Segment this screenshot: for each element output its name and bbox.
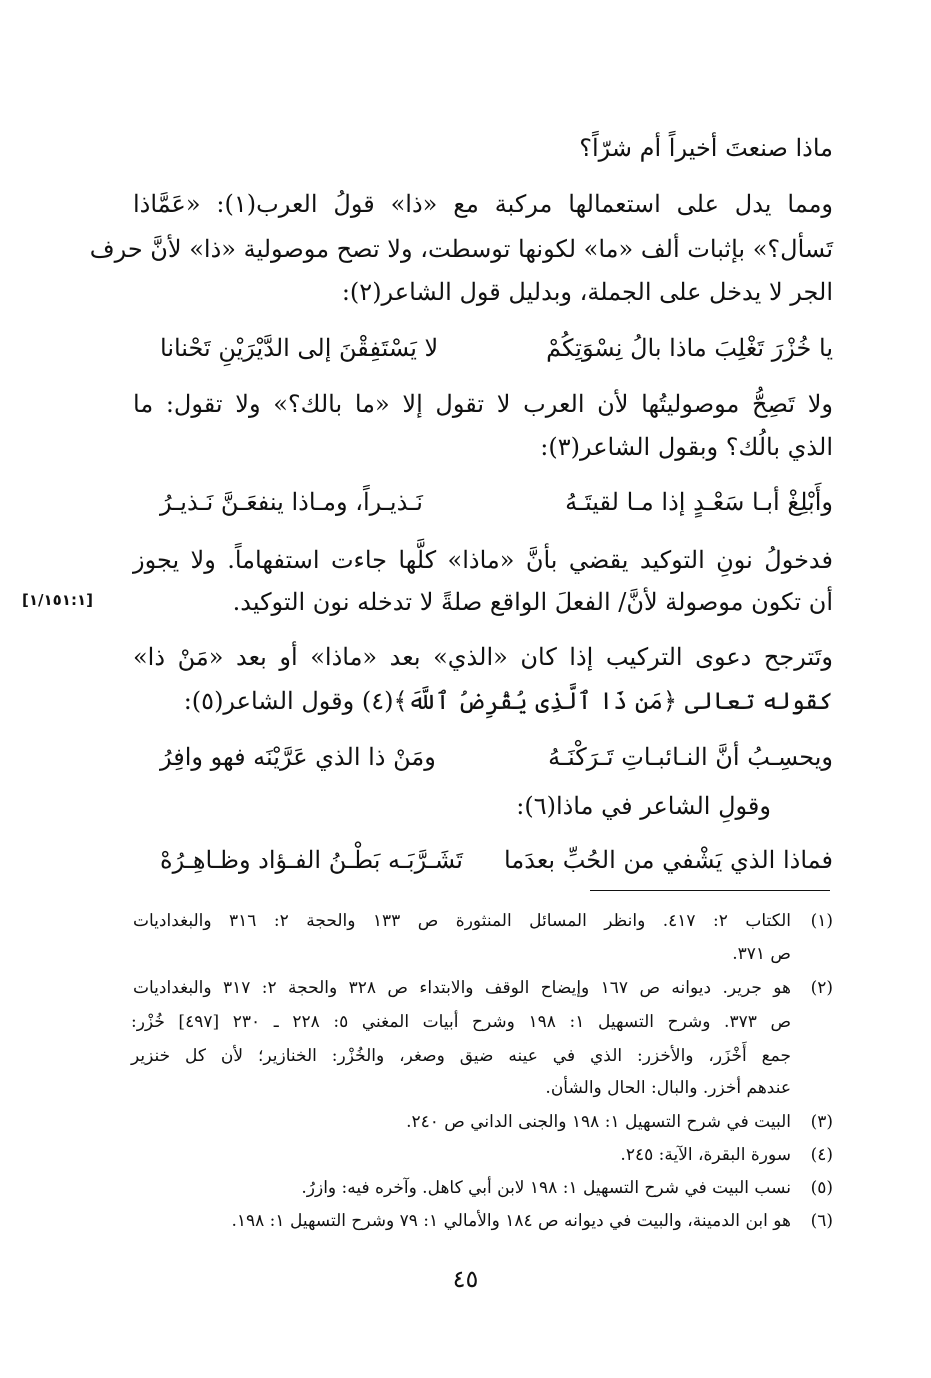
verse-first-hemistich: ويحسِـبُ أنَّ النـائبـاتِ تَـرَكْنَـهُ [548, 743, 833, 771]
footnote-number: (٣) [810, 1112, 833, 1132]
footnote-text: هو جرير. ديوانه ص ١٦٧ وإيضاح الوقف والابتداء ص ٣٢٨ والحجة ٢: ٣١٧ والبغداديات [133, 978, 791, 998]
footnote-5 [133, 1174, 833, 1202]
footnote-3 [133, 1108, 833, 1136]
text-line: فدخولُ نونِ التوكيد يقضي بأنَّ «ماذا» كلَّها جاءت استفهاماً. ولا يجوز [133, 546, 833, 574]
text-line: الجر لا يدخل على الجملة، وبدليل قول الشاعر(٢): [341, 278, 833, 306]
footnote-text: هو ابن الدمينة، والبيت في ديوانه ص ١٨٤ والأمالي ١: ٧٩ وشرح التسهيل ١: ١٩٨. [231, 1211, 791, 1231]
source-page-reference: [١/١٥١:١] [22, 591, 93, 609]
footnote-2-continued: ص ٣٧٣. وشرح التسهيل ١: ١٩٨ وشرح أبيات المغني ٥: ٢٢٨ ـ ٢٣٠ [٤٩٧] خُزْر: [131, 1012, 792, 1032]
text-line: ماذا صنعتَ أخيراً أم شرّاً؟ [579, 134, 833, 162]
verse-first-hemistich: يا خُزْرَ تَغْلِبَ ماذا بالُ نِسْوَتِكُمْ [546, 334, 833, 362]
footnote-2-continued: عندهم أخزر. والبال: الحال والشأن. [545, 1078, 791, 1098]
footnote-separator [590, 890, 830, 891]
text-line: الذي بالُك؟ وبقول الشاعر(٣): [540, 433, 833, 461]
verse-second-hemistich: لا يَسْتَفِقْنَ إلى الدَّيْرَيْنِ تَحْنانا [160, 334, 439, 362]
footnote-text: نسب البيت في شرح التسهيل ١: ١٩٨ لابن أبي كاهل. وآخره فيه: وازرُ. [301, 1178, 791, 1198]
footnote-6 [133, 1207, 833, 1235]
text-line: وتَترجح دعوى التركيب إذا كان «الذي» بعد «ماذا» أو بعد «مَنْ ذا» [133, 643, 833, 671]
footnote-number: (١) [810, 911, 833, 931]
footnote-2 [133, 974, 833, 1002]
footnote-number: (٥) [810, 1178, 833, 1198]
verse-first-hemistich: فماذا الذي يَشْفي من الحُبِّ بعدَما [504, 846, 833, 874]
text-line: كقوله تعالى ﴿مَن ذَا ٱلَّذِى يُقْرِضُ ٱللَّهَ﴾(٤) وقول الشاعر(٥): [183, 687, 833, 715]
text-line: وقولِ الشاعر في ماذا(٦): [516, 792, 771, 820]
footnote-text: الكتاب ٢: ٤١٧. وانظر المسائل المنثورة ص ١٣٣ والحجة ٢: ٣١٦ والبغداديات [133, 911, 791, 931]
verse-second-hemistich: ومَنْ ذا الذي عَرَّيْنَه فهو وافِرُ [160, 743, 436, 771]
verse-first-hemistich: وأَبْلِغْ أبـا سَعْـدٍ إذا مـا لقيتَـهُ [565, 488, 833, 516]
footnote-number: (٢) [810, 978, 833, 998]
footnote-number: (٦) [810, 1211, 833, 1231]
verse-second-hemistich: تَشَـرَّبَـه بَطْـنُ الفـؤاد وظـاهِـرُهْ [160, 846, 463, 874]
footnote-4 [133, 1141, 833, 1169]
footnote-2-continued: جمع أَخْزَر، والأخزر: الذي في عينه ضيق وصغر، والخُزْر: الخنازير؛ لأن كل خنزير [131, 1046, 791, 1066]
text-line: ولا تَصِحُّ موصوليتُها لأن العرب لا تقول إلا «ما بالك؟» ولا تقول: ما [133, 390, 833, 418]
verse-second-hemistich: نَـذيـراً، ومـاذا ينفعَـنَّ نَـذيـرُ [160, 488, 423, 516]
footnote-1-continued: ص ٣٧١. [732, 944, 791, 964]
text-line: تَسأل؟» بإثبات ألف «ما» لكونها توسطت، ولا تصح موصولية «ذا» لأنَّ حرف [89, 235, 833, 263]
footnote-1 [133, 907, 833, 935]
text-line: أن تكون موصولة لأنَّ/ الفعلَ الواقع صلةً لا تدخله نون التوكيد. [232, 588, 833, 616]
footnote-number: (٤) [810, 1145, 833, 1165]
footnote-text: البيت في شرح التسهيل ١: ١٩٨ والجنى الداني ص ٢٤٠. [406, 1112, 791, 1132]
page-number: ٤٥ [452, 1265, 479, 1293]
text-line: ومما يدل على استعمالها مركبة مع «ذا» قولُ العرب(١): «عَمَّاذا [133, 190, 834, 218]
footnote-text: سورة البقرة، الآية: ٢٤٥. [620, 1145, 791, 1165]
